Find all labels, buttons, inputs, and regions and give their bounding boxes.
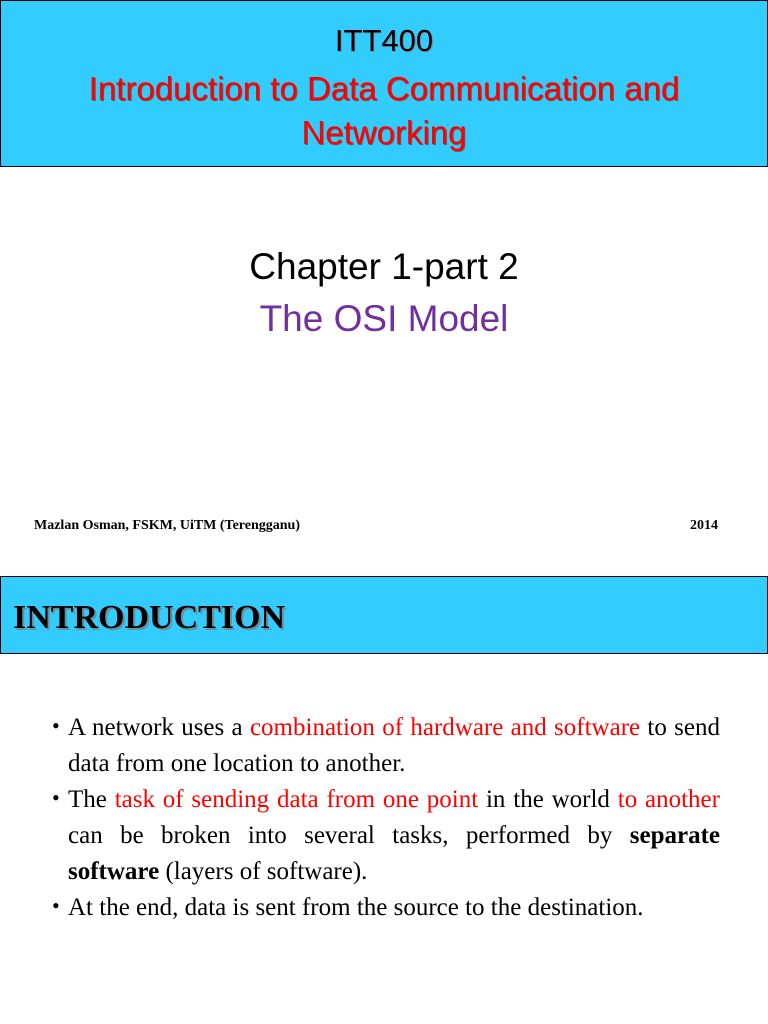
- bullet-marker: •: [52, 713, 60, 738]
- highlight-text: task of sending data from one point: [114, 786, 479, 813]
- chapter-title: Chapter 1-part 2: [249, 246, 519, 287]
- introduction-slide: [0, 576, 768, 1024]
- bullet-text: A network uses a: [68, 714, 250, 741]
- bullet-item: [50, 890, 720, 926]
- intro-heading: INTRODUCTION: [13, 599, 286, 636]
- bullet-item: [50, 782, 720, 890]
- bullet-text: can be broken into several tasks, performed by: [68, 822, 630, 849]
- footer-year: 2014: [690, 518, 718, 533]
- bullet-list: [50, 710, 720, 926]
- bold-text: separate software: [68, 822, 720, 885]
- bullet-text: (layers of software).: [159, 858, 368, 885]
- bullet-marker: •: [52, 785, 60, 810]
- course-title: Introduction to Data Communication and Networking: [88, 70, 680, 151]
- course-code: ITT400: [334, 23, 434, 58]
- highlight-text: to another: [617, 786, 720, 813]
- bullet-item: [50, 710, 720, 782]
- bullet-text: At the end, data is sent from the source to the destination.: [68, 894, 644, 921]
- bullet-marker: •: [52, 893, 60, 918]
- heading-banner: [0, 576, 768, 654]
- footer-author: Mazlan Osman, FSKM, UiTM (Terengganu): [34, 518, 301, 533]
- highlight-text: combination of hardware and software: [249, 714, 641, 741]
- slide-subtitle: The OSI Model: [259, 298, 509, 339]
- bullet-text: to send data from one location to another.: [68, 714, 720, 777]
- bullet-text: The: [68, 786, 115, 813]
- title-banner: [0, 0, 768, 167]
- bullet-text: in the world: [478, 786, 618, 813]
